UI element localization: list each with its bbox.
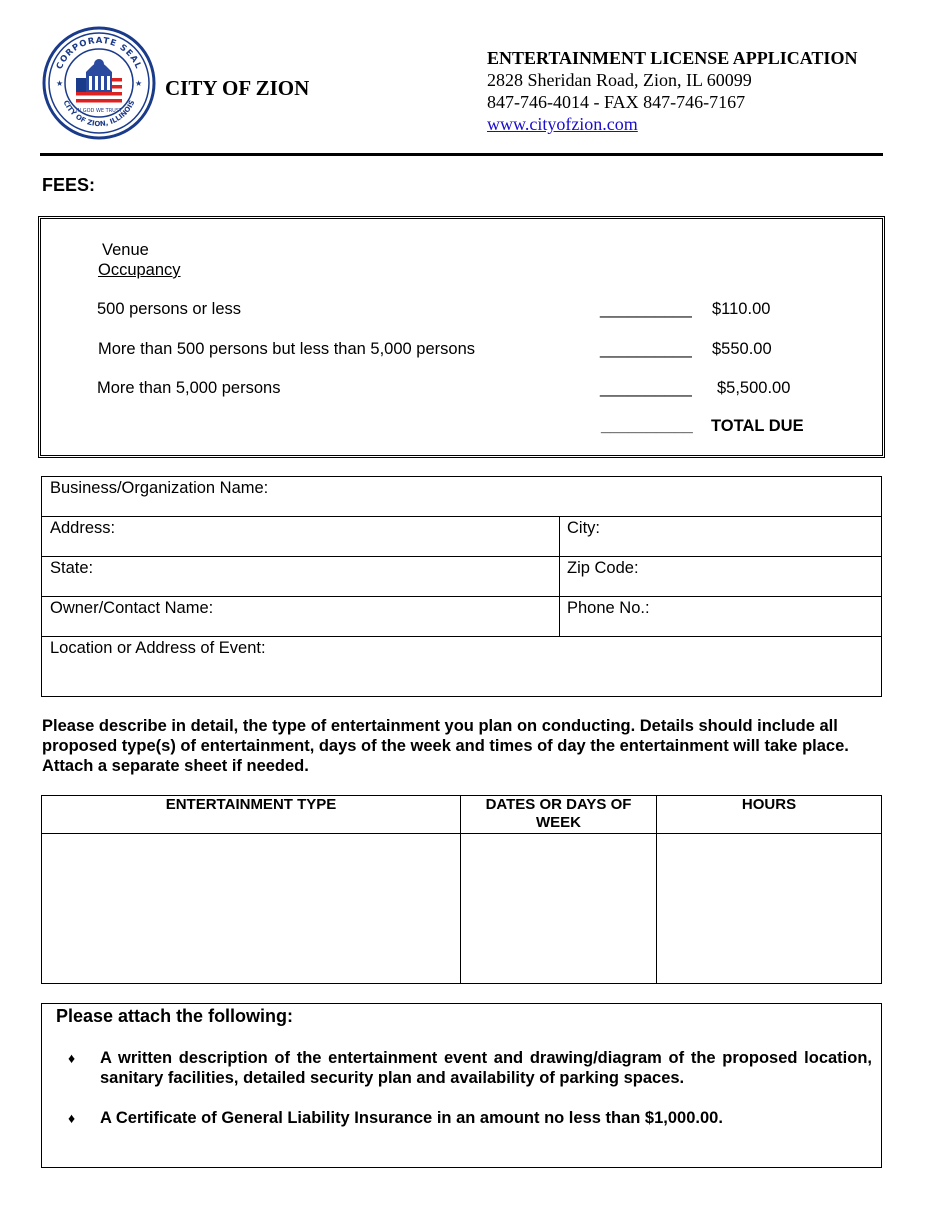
- city-phone: 847-746-4014 - FAX 847-746-7167: [487, 92, 746, 112]
- svg-text:★: ★: [135, 79, 143, 88]
- fee-check-blank[interactable]: __________: [600, 340, 692, 358]
- column-header-entertainment-type: ENTERTAINMENT TYPE: [165, 796, 337, 813]
- city-name: CITY OF ZION: [165, 76, 310, 100]
- fee-amount: $550.00: [712, 340, 772, 358]
- state-field[interactable]: [42, 557, 559, 596]
- fee-row-label: More than 500 persons but less than 5,000 persons: [98, 340, 475, 358]
- header-block: [487, 47, 857, 135]
- hours-cell[interactable]: [657, 834, 881, 983]
- entertainment-table: [41, 795, 882, 984]
- diamond-bullet-icon: ♦: [68, 1110, 76, 1126]
- svg-text:★: ★: [56, 79, 64, 88]
- website-link[interactable]: www.cityofzion.com: [487, 114, 638, 134]
- attach-title: Please attach the following:: [56, 1006, 294, 1026]
- seal-bottom-text: CITY OF ZION, ILLINOIS: [61, 99, 137, 129]
- total-due-blank[interactable]: __________: [601, 417, 693, 435]
- fee-check-blank[interactable]: __________: [600, 300, 692, 318]
- business-name-field[interactable]: [42, 477, 881, 516]
- city-seal-logo: [42, 26, 156, 140]
- fees-box: [38, 216, 885, 458]
- fee-check-blank[interactable]: __________: [600, 379, 692, 397]
- fee-amount: $5,500.00: [717, 379, 791, 397]
- occupancy-label: Occupancy: [98, 261, 181, 279]
- city-field[interactable]: [560, 517, 881, 556]
- attach-item: A Certificate of General Liability Insurance in an amount no less than $1,000.00.: [100, 1109, 723, 1127]
- attach-item: A written description of the entertainment event and drawing/diagram of the proposed location, sanitary facilities, detailed security plan and availability of parking spaces.: [100, 1049, 872, 1087]
- venue-label: Venue: [102, 241, 149, 259]
- owner-contact-field[interactable]: [42, 597, 559, 636]
- column-header-dates: DATES OR DAYS OF WEEK: [485, 796, 632, 831]
- event-location-label: Location or Address of Event:: [50, 639, 266, 657]
- state-label: State:: [50, 559, 94, 577]
- seal-top-text: CORPORATE SEAL: [54, 35, 144, 71]
- form-title: ENTERTAINMENT LICENSE APPLICATION: [487, 48, 858, 68]
- phone-label: Phone No.:: [567, 599, 650, 617]
- city-address: 2828 Sheridan Road, Zion, IL 60099: [487, 70, 752, 90]
- total-due-label: TOTAL DUE: [711, 417, 804, 435]
- entertainment-type-cell[interactable]: [42, 834, 460, 983]
- business-name-label: Business/Organization Name:: [50, 479, 269, 497]
- city-label: City:: [567, 519, 600, 537]
- owner-contact-label: Owner/Contact Name:: [50, 599, 214, 617]
- fees-heading: FEES:: [42, 175, 96, 195]
- fee-amount: $110.00: [712, 300, 771, 318]
- seal-motto: IN GOD WE TRUST: [75, 108, 123, 114]
- fee-row-label: 500 persons or less: [97, 300, 241, 318]
- describe-instructions: Please describe in detail, the type of entertainment you plan on conducting. Details should include all proposed type(s) of entertainment, days of the week and times of day the entertainment will take place. Attach a separate sheet if needed.: [42, 717, 849, 775]
- address-field[interactable]: [42, 517, 559, 556]
- event-location-field[interactable]: [42, 637, 881, 696]
- applicant-info-table: [41, 476, 882, 697]
- phone-field[interactable]: [560, 597, 881, 636]
- dates-cell[interactable]: [461, 834, 656, 983]
- fee-row-label: More than 5,000 persons: [97, 379, 281, 397]
- zip-code-label: Zip Code:: [567, 559, 639, 577]
- attachments-box: [41, 1003, 882, 1168]
- diamond-bullet-icon: ♦: [68, 1050, 76, 1066]
- column-header-hours: HOURS: [741, 796, 797, 813]
- header-divider: [40, 153, 883, 156]
- address-label: Address:: [50, 519, 116, 537]
- zip-code-field[interactable]: [560, 557, 881, 596]
